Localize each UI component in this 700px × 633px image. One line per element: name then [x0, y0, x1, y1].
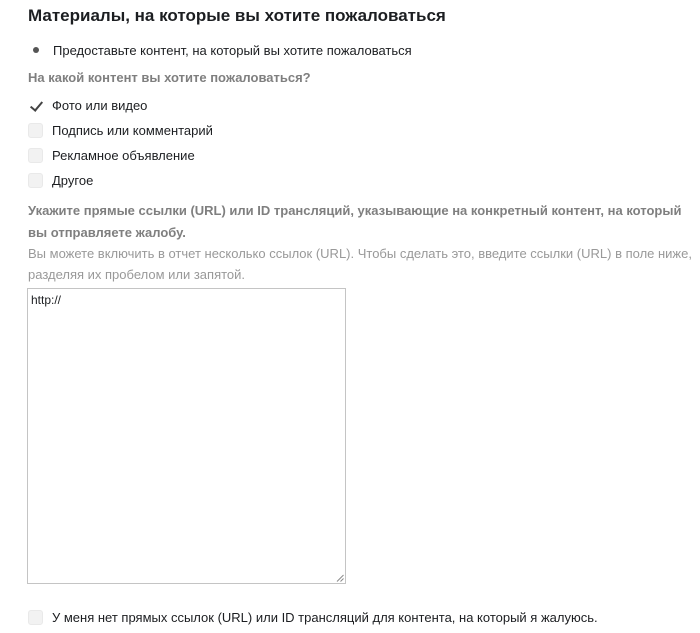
- urls-textarea[interactable]: [27, 288, 346, 584]
- radio-selected-dot-icon: [33, 47, 39, 53]
- urls-hint: Вы можете включить в отчет несколько ссылок (URL). Чтобы сделать это, введите ссылки (URL) в поле ниже, разделяя их пробелом или запятой.: [28, 246, 692, 282]
- no-direct-links-option[interactable]: [28, 607, 598, 627]
- provide-content-radio[interactable]: [28, 42, 44, 58]
- urls-prompt: Укажите прямые ссылки (URL) или ID трансляций, указывающие на конкретный контент, на который вы отправляете жалобу.: [28, 203, 682, 240]
- section-title: Материалы, на которые вы хотите пожаловаться: [28, 6, 446, 25]
- content-type-option-caption-comment[interactable]: [28, 120, 213, 140]
- checkmark-icon[interactable]: [28, 98, 43, 113]
- provide-content-label: Предоставьте контент, на который вы хотите пожаловаться: [53, 42, 412, 58]
- no-direct-links-label: У меня нет прямых ссылок (URL) или ID трансляций для контента, на который я жалуюсь.: [52, 609, 598, 625]
- checkbox-empty-icon[interactable]: [28, 610, 43, 625]
- content-type-label: Рекламное объявление: [52, 147, 195, 163]
- content-type-option-ad[interactable]: [28, 145, 195, 165]
- checkbox-empty-icon[interactable]: [28, 123, 43, 138]
- content-type-option-other[interactable]: [28, 170, 93, 190]
- content-type-label: Другое: [52, 172, 94, 188]
- content-type-option-photo-video[interactable]: [28, 95, 147, 115]
- content-type-question: На какой контент вы хотите пожаловаться?: [28, 70, 311, 85]
- checkbox-empty-icon[interactable]: [28, 173, 43, 188]
- provide-content-radio-row[interactable]: [28, 40, 412, 60]
- content-type-label: Подпись или комментарий: [52, 122, 213, 138]
- checkbox-empty-icon[interactable]: [28, 148, 43, 163]
- content-type-label: Фото или видео: [52, 97, 148, 113]
